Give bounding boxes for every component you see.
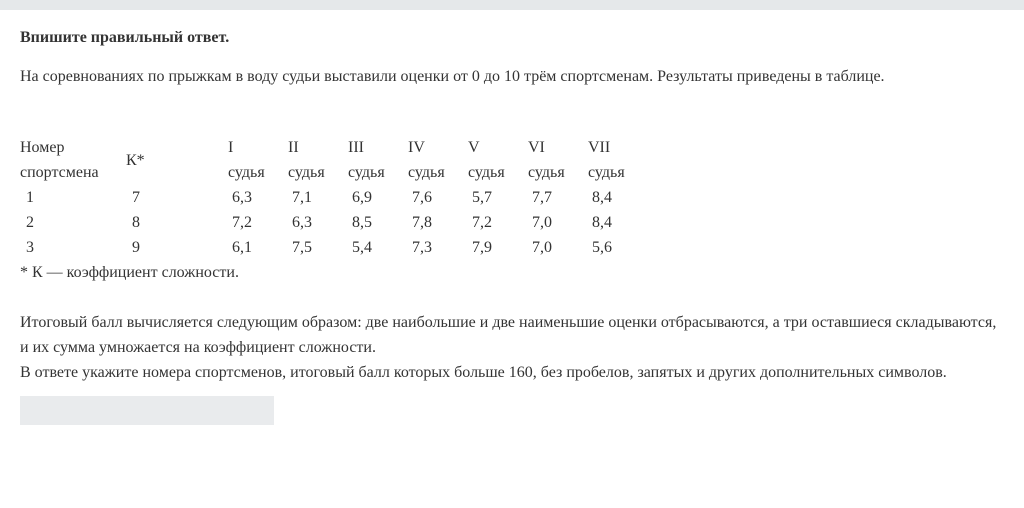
header-judge-2 xyxy=(288,135,348,185)
judge-number: V xyxy=(468,139,480,156)
rules-line-1: Итоговый балл вычисляется следующим образом: две наибольшие и две наименьшие оценки отбрасываются, а три оставшиеся складываются, xyxy=(20,314,997,331)
score-cell: 8,4 xyxy=(592,214,612,231)
header-judge-6 xyxy=(528,135,588,185)
rules-line-3: В ответе укажите номера спортсменов, итоговый балл которых больше 160, без пробелов, запятых и других дополнительных символов. xyxy=(20,364,947,381)
header-judge-5 xyxy=(468,135,528,185)
score-cell: 7,0 xyxy=(532,214,552,231)
task-instruction: Впишите правильный ответ. xyxy=(20,29,230,46)
score-cell: 7,9 xyxy=(472,239,492,256)
score-cell: 7,7 xyxy=(532,189,552,206)
athlete-k: 8 xyxy=(132,214,140,231)
judge-word: судья xyxy=(408,164,445,181)
score-cell: 7,0 xyxy=(532,239,552,256)
judge-word: судья xyxy=(288,164,325,181)
score-cell: 6,3 xyxy=(292,214,312,231)
score-cell: 6,9 xyxy=(352,189,372,206)
athlete-number: 1 xyxy=(26,189,34,206)
header-athlete-line2: спортсмена xyxy=(20,164,99,181)
score-cell: 8,4 xyxy=(592,189,612,206)
judge-number: VI xyxy=(528,139,545,156)
score-cell: 7,5 xyxy=(292,239,312,256)
score-cell: 7,1 xyxy=(292,189,312,206)
header-judge-3 xyxy=(348,135,408,185)
athlete-number: 2 xyxy=(26,214,34,231)
header-athlete-number xyxy=(20,135,126,185)
header-k: К* xyxy=(126,151,145,169)
task-intro: На соревнованиях по прыжкам в воду судьи выставили оценки от 0 до 10 трём спортсменам. Результаты приведены в таблице. xyxy=(20,68,885,85)
score-cell: 7,2 xyxy=(472,214,492,231)
score-cell: 5,4 xyxy=(352,239,372,256)
judge-word: судья xyxy=(528,164,565,181)
judge-word: судья xyxy=(348,164,385,181)
answer-input[interactable] xyxy=(20,396,274,425)
task-content xyxy=(20,28,1000,425)
table-row xyxy=(20,185,648,210)
score-cell: 7,8 xyxy=(412,214,432,231)
table-header-row xyxy=(20,135,648,185)
scores-table xyxy=(20,135,648,260)
scoring-rules xyxy=(20,310,1000,385)
rules-line-2: и их сумма умножается на коэффициент сложности. xyxy=(20,339,376,356)
score-cell: 7,2 xyxy=(232,214,252,231)
table-row xyxy=(20,210,648,235)
score-cell: 7,6 xyxy=(412,189,432,206)
table-row xyxy=(20,235,648,260)
judge-number: IV xyxy=(408,139,425,156)
score-cell: 5,7 xyxy=(472,189,492,206)
judge-number: II xyxy=(288,139,299,156)
judge-number: III xyxy=(348,139,364,156)
judge-word: судья xyxy=(468,164,505,181)
top-bar xyxy=(0,0,1024,10)
score-cell: 8,5 xyxy=(352,214,372,231)
score-cell: 6,1 xyxy=(232,239,252,256)
athlete-number: 3 xyxy=(26,239,34,256)
header-judge-4 xyxy=(408,135,468,185)
athlete-k: 7 xyxy=(132,189,140,206)
judge-number: VII xyxy=(588,139,611,156)
score-cell: 7,3 xyxy=(412,239,432,256)
judge-number: I xyxy=(228,139,234,156)
table-footnote: * К — коэффициент сложности. xyxy=(20,264,239,281)
header-athlete-line1: Номер xyxy=(20,139,65,156)
judge-word: судья xyxy=(228,164,265,181)
header-judge-1 xyxy=(228,135,288,185)
judge-word: судья xyxy=(588,164,625,181)
athlete-k: 9 xyxy=(132,239,140,256)
score-cell: 6,3 xyxy=(232,189,252,206)
header-judge-7 xyxy=(588,135,648,185)
score-cell: 5,6 xyxy=(592,239,612,256)
